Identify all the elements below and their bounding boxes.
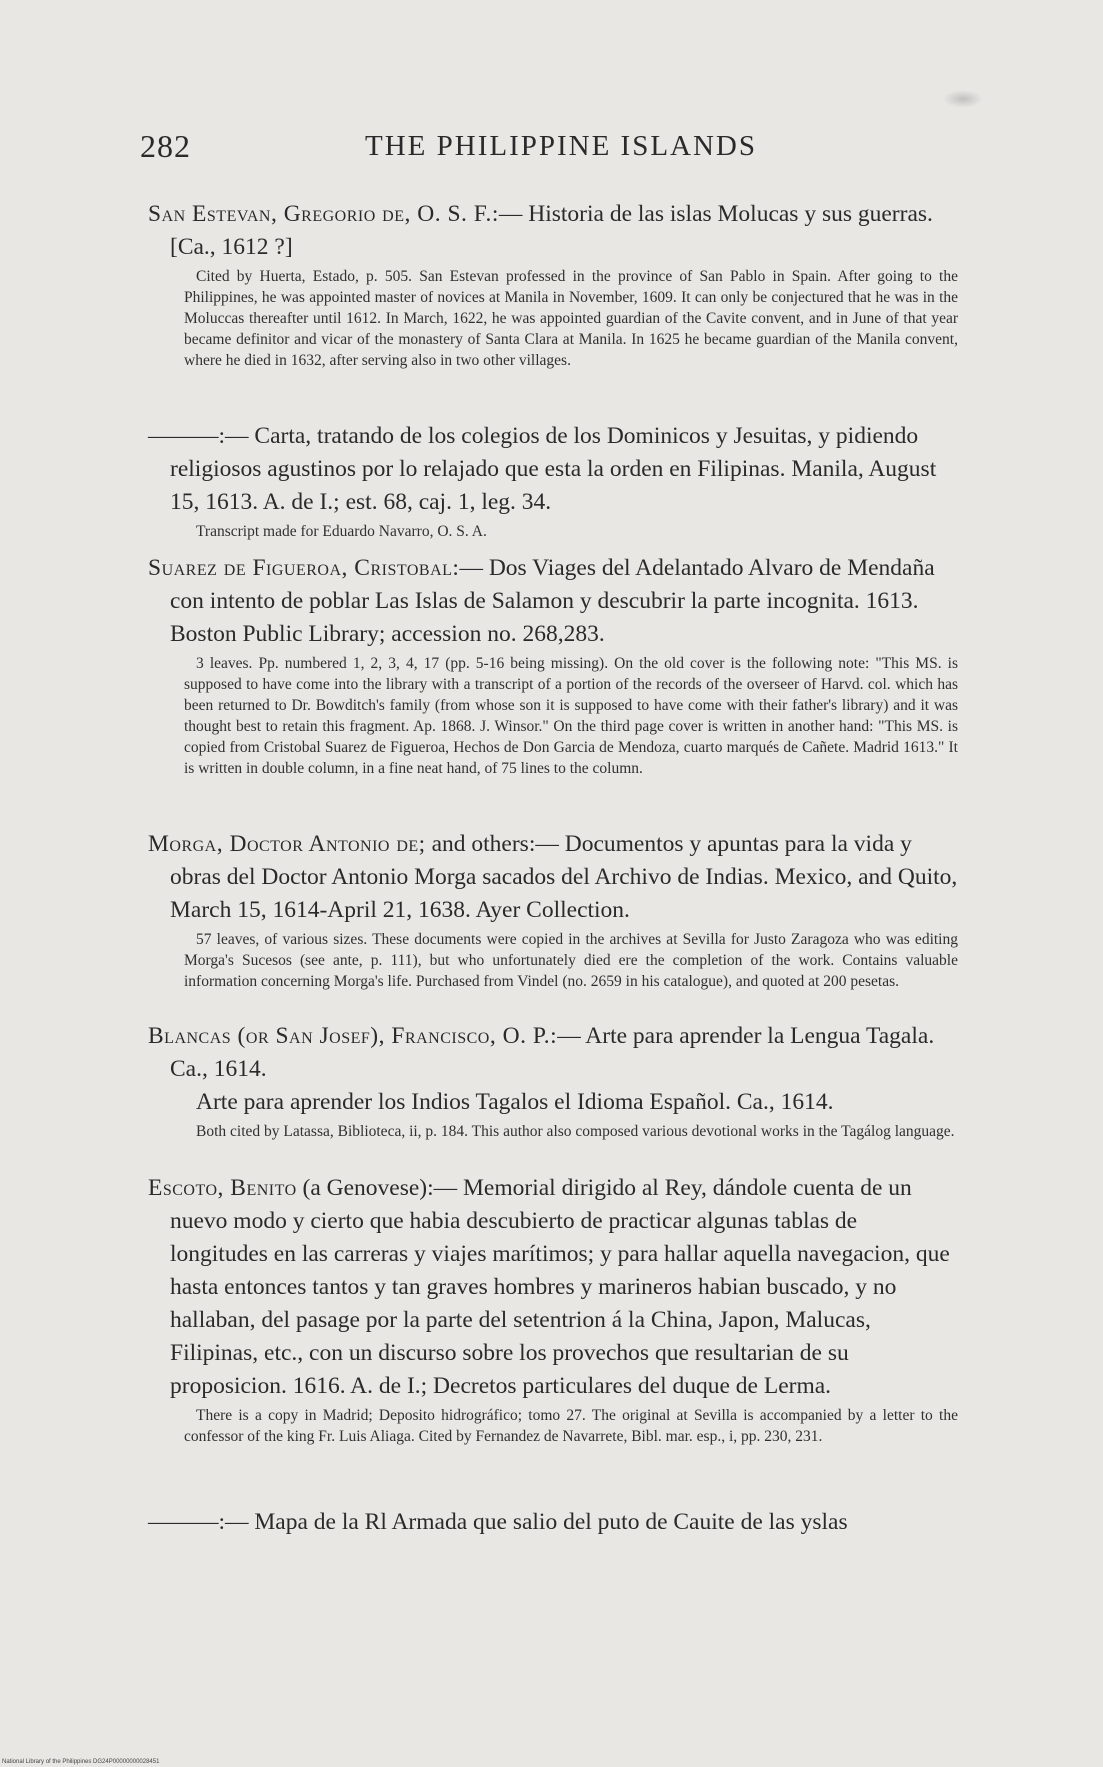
entry-note (148, 1121, 958, 1142)
entry-author: Blancas (or San Josef), Francisco, O. P.: (148, 1023, 558, 1049)
entry-main (148, 828, 958, 927)
entry-subtitle: Arte para aprender los Indios Tagalos el Idioma Español. Ca., 1614. (196, 1089, 834, 1115)
entry-note (148, 266, 958, 371)
entry-author: San Estevan, Gregorio de, O. S. F.: (148, 201, 499, 227)
entry-author: Suarez de Figueroa, Cristobal: (148, 555, 460, 581)
entry-main (148, 198, 958, 264)
entry-title: and others:— Documentos y apuntas para la vida y obras del Doctor Antonio Morga sacados del Archivo de Indias. Mexico, and Quito, March 15, 1614-April 21, 1638. Ayer Collection. (170, 831, 958, 923)
entry-note (148, 521, 958, 542)
entry-note-text: There is a copy in Madrid; Deposito hidrográfico; tomo 27. The original at Sevilla is accompanied by a letter to the confessor of the king Fr. Luis Aliaga. Cited by Fernandez de Navarrete, Bibl. mar. esp., i, pp. 230, 231. (184, 1407, 958, 1445)
entry-carta (148, 420, 958, 542)
entry-author: ———: (148, 423, 226, 449)
entry-title: — Carta, tratando de los colegios de los Dominicos y Jesuitas, y pidiendo religiosos agustinos por lo relajado que esta la orden en Filipinas. Manila, August 15, 1613. A. de I.; est. 68, caj. 1, leg. 34. (170, 423, 937, 515)
entry-title: — Mapa de la Rl Armada que salio del puto de Cauite de las yslas (225, 1509, 848, 1535)
entry-note-text: 3 leaves. Pp. numbered 1, 2, 3, 4, 17 (pp. 5-16 being missing). On the old cover is the following note: "This MS. is supposed to have come into the library with a transcript of a portion of the records of the overseer of Harvd. col. which has been returned to Dr. Bowditch's family (from whose son it is supposed to have come with their father's library) and it was thought best to retain this fragment. Ap. 1868. J. Winsor." On the third page cover is written in another hand: "This MS. is copied from Cristobal Suarez de Figueroa, Hechos de Don Garcia de Mendoza, cuarto marqués de Cañete. Madrid 1613." It is written in double column, in a fine neat hand, of 75 lines to the column. (184, 655, 958, 777)
entry-main (148, 1506, 958, 1539)
entry-san-estevan (148, 198, 958, 371)
entry-note (148, 929, 958, 992)
smudge-mark (943, 90, 983, 108)
page-number: 282 (140, 128, 191, 164)
scan-footer: National Library of the Philippines DG24P00000000028451 (2, 1759, 160, 1765)
entry-note-text: Cited by Huerta, Estado, p. 505. San Estevan professed in the province of San Pablo in Spain. After going to the Philippines, he was appointed master of novices at Manila in November, 1609. It can only be conjectured that he was in the Moluccas thereafter until 1612. In March, 1622, he was appointed guardian of the Cavite convent, and in June of that year became definitor and vicar of the monastery of Santa Clara at Manila. In 1625 he became guardian of the Manila convent, where he died in 1632, after serving also in two other villages. (184, 268, 958, 369)
running-head (140, 128, 960, 168)
entry-author: Escoto, Benito (148, 1175, 297, 1201)
entry-title: — Dos Viages del Adelantado Alvaro de Mendaña con intento de poblar Las Islas de Salamon y descubrir la parte incognita. 1613. Boston Public Library; accession no. 268,283. (170, 555, 935, 647)
entry-title: — Historia de las islas Molucas y sus guerras. [Ca., 1612 ?] (170, 201, 933, 260)
entry-main (148, 552, 958, 651)
entry-main (148, 420, 958, 519)
entry-note-text: Both cited by Latassa, Biblioteca, ii, p. 184. This author also composed various devotional works in the Tagálog language. (196, 1123, 955, 1140)
entry-title: — Arte para aprender la Lengua Tagala. Ca., 1614. (170, 1023, 935, 1082)
entry-note (148, 653, 958, 779)
entry-morga (148, 828, 958, 992)
entry-author: ———: (148, 1509, 226, 1535)
entry-author: Morga, Doctor Antonio de; (148, 831, 426, 857)
entry-main (148, 1020, 958, 1086)
entry-title: (a Genovese):— Memorial dirigido al Rey, dándole cuenta de un nuevo modo y cierto que habia descubierto de practicar algunas tablas de longitudes en las carreras y viajes marítimos; y para hallar aquella navegacion, que hasta entonces tantos y tan graves hombres y marineros habian buscado, y no hallaban, del pasage por la parte del setentrion á la China, Japon, Malucas, Filipinas, etc., con un discurso sobre los provechos que resultarian de su proposicion. 1616. A. de I.; Decretos particulares del duque de Lerma. (170, 1175, 950, 1399)
entry-suarez (148, 552, 958, 779)
entry-main (148, 1172, 958, 1403)
running-title: THE PHILIPPINE ISLANDS (365, 130, 757, 162)
entry-escoto (148, 1172, 958, 1447)
entry-note-text: Transcript made for Eduardo Navarro, O. S. A. (196, 523, 487, 540)
entry-note-text: 57 leaves, of various sizes. These documents were copied in the archives at Sevilla for Justo Zaragoza who was editing Morga's Sucesos (see ante, p. 111), but who unfortunately died ere the completion of the work. Contains valuable information concerning Morga's life. Purchased from Vindel (no. 2659 in his catalogue), and quoted at 200 pesetas. (184, 931, 958, 990)
entry-blancas (148, 1020, 958, 1142)
entry-note (148, 1405, 958, 1447)
entry-mapa (148, 1506, 958, 1539)
